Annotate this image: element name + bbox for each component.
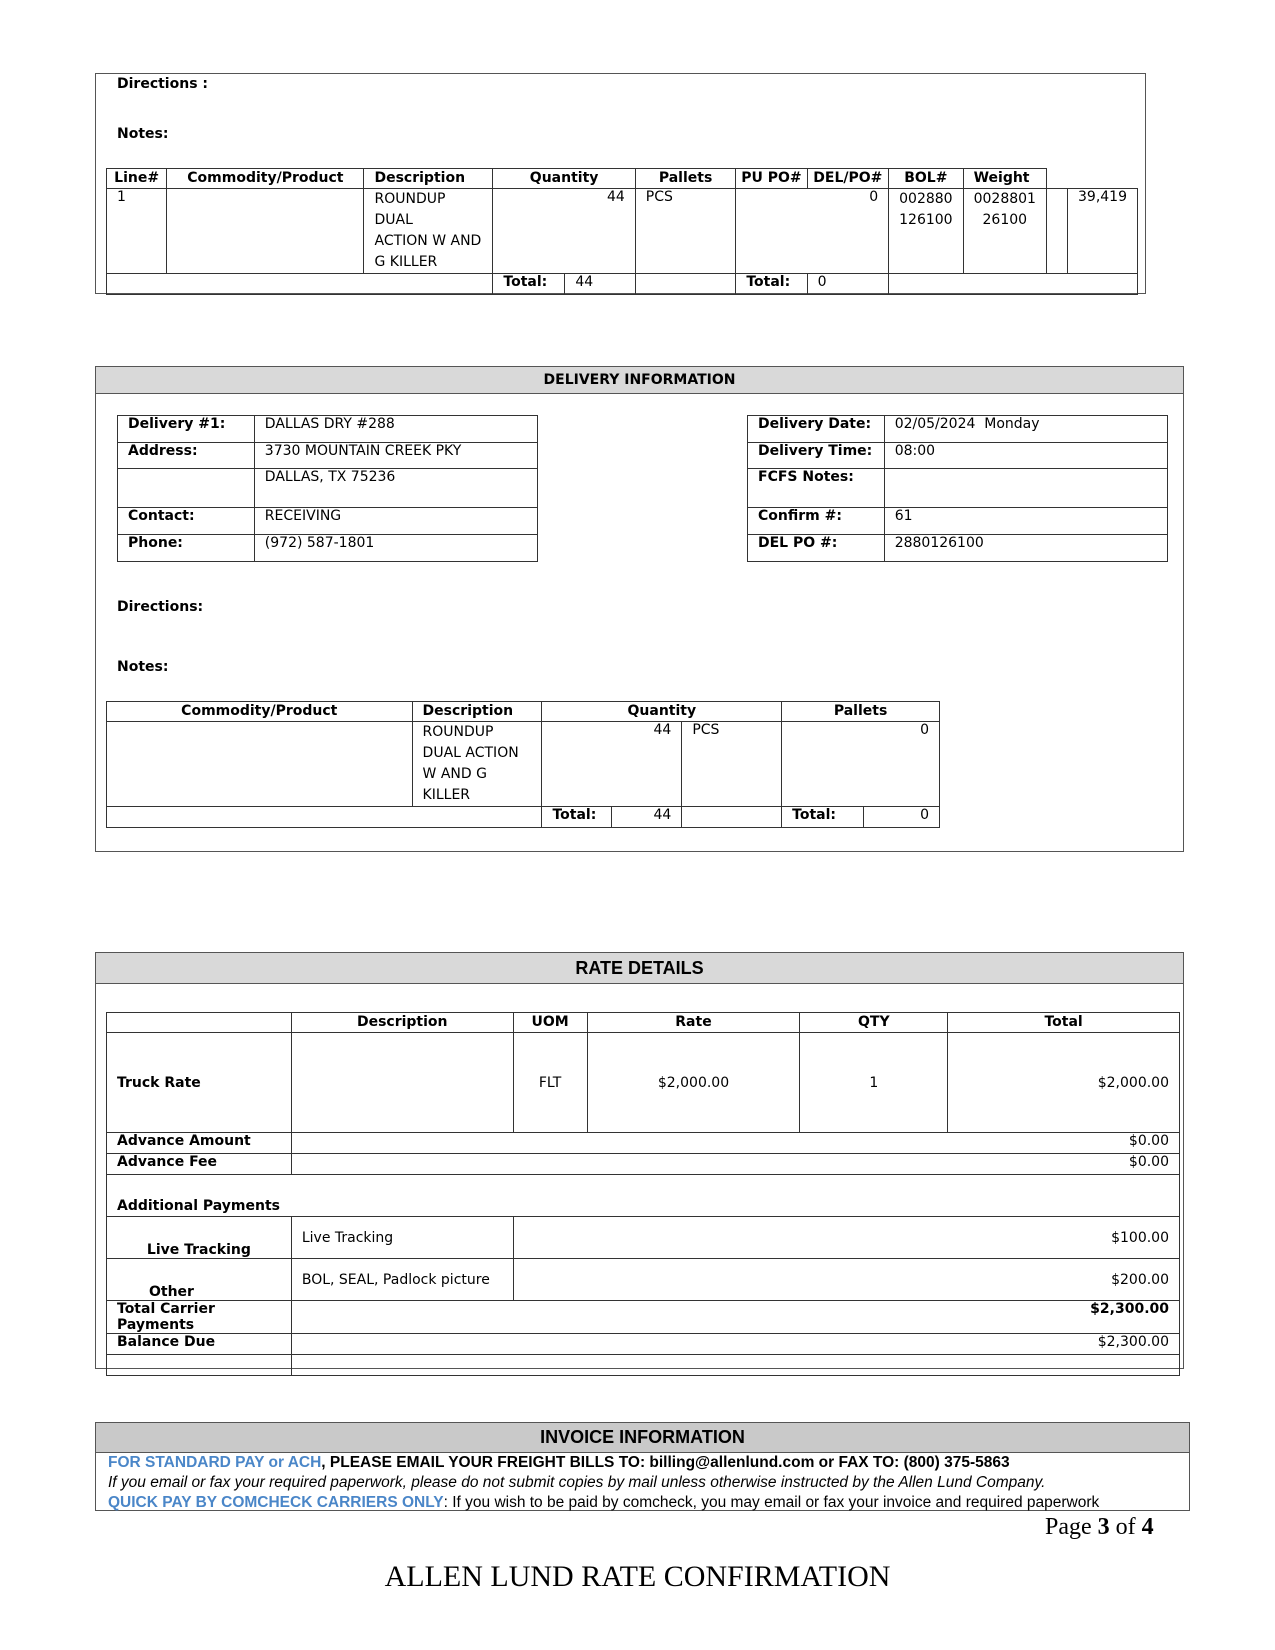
col-quantity: Quantity bbox=[542, 702, 782, 722]
delivery-number-label: Delivery #1: bbox=[118, 416, 255, 443]
del-po-line: 0028801 bbox=[973, 191, 1036, 207]
balance-value: $2,300.00 bbox=[291, 1334, 1179, 1355]
col-total: Total bbox=[948, 1013, 1180, 1033]
page-of: of bbox=[1109, 1514, 1142, 1540]
unit-cell: PCS bbox=[682, 722, 782, 807]
pickup-notes-label: Notes: bbox=[117, 126, 169, 142]
truck-qty: 1 bbox=[800, 1033, 948, 1133]
quantity-cell: 44 bbox=[493, 189, 635, 274]
additional-label: Other bbox=[107, 1259, 292, 1301]
description-line: ROUNDUP bbox=[422, 724, 494, 740]
truck-total: $2,000.00 bbox=[948, 1033, 1180, 1133]
delivery-header: DELIVERY INFORMATION bbox=[95, 366, 1184, 394]
truck-rate-label: Truck Rate bbox=[107, 1033, 292, 1133]
address-line1: 3730 MOUNTAIN CREEK PKY bbox=[254, 443, 537, 469]
quick-pay-heading: QUICK PAY BY COMCHECK CARRIERS ONLY bbox=[108, 1494, 444, 1511]
address-line2: DALLAS, TX 75236 bbox=[254, 469, 537, 508]
pallet-total-value: 0 bbox=[864, 807, 940, 828]
additional-label: Live Tracking bbox=[107, 1217, 292, 1259]
col-qty: QTY bbox=[800, 1013, 948, 1033]
description-line: KILLER bbox=[422, 787, 471, 803]
invoice-header: INVOICE INFORMATION bbox=[96, 1423, 1189, 1453]
rate-header: RATE DETAILS bbox=[95, 952, 1184, 984]
description-cell bbox=[412, 722, 542, 807]
fcfs-notes-label: FCFS Notes: bbox=[748, 469, 885, 508]
col-description: Description bbox=[412, 702, 542, 722]
truck-rate-row bbox=[107, 1033, 1180, 1133]
col-description: Description bbox=[364, 169, 493, 189]
description-line: DUAL ACTION bbox=[422, 745, 519, 761]
col-uom: UOM bbox=[513, 1013, 587, 1033]
description-cell bbox=[364, 189, 493, 274]
pu-po-cell bbox=[889, 189, 963, 274]
advance-fee-value: $0.00 bbox=[291, 1154, 1179, 1175]
additional-amount: $200.00 bbox=[513, 1259, 1179, 1301]
bol-cell bbox=[1047, 189, 1068, 274]
description-line: W AND G bbox=[422, 766, 487, 782]
invoice-line-3 bbox=[108, 1494, 1099, 1512]
contact-value: RECEIVING bbox=[254, 508, 537, 535]
commodity-cell bbox=[167, 189, 364, 274]
standard-pay-text: , PLEASE EMAIL YOUR FREIGHT BILLS TO: billing@allenlund.com or FAX TO: (800) 375-5863 bbox=[321, 1454, 1010, 1471]
qty-total-value: 44 bbox=[565, 274, 635, 295]
col-rate: Rate bbox=[587, 1013, 800, 1033]
qty-total-value: 44 bbox=[612, 807, 682, 828]
line-number: 1 bbox=[107, 189, 167, 274]
qty-total-label: Total: bbox=[542, 807, 612, 828]
page-current: 3 bbox=[1097, 1514, 1110, 1540]
truck-description bbox=[291, 1033, 513, 1133]
delivery-time-value: 08:00 bbox=[884, 443, 1167, 469]
pu-po-line: 126100 bbox=[899, 212, 953, 228]
page-prefix: Page bbox=[1045, 1514, 1098, 1540]
additional-payments-label: Additional Payments bbox=[107, 1175, 1180, 1217]
del-po-value: 2880126100 bbox=[884, 535, 1167, 562]
invoice-section bbox=[95, 1422, 1190, 1511]
advance-amount-value: $0.00 bbox=[291, 1133, 1179, 1154]
del-po-label: DEL PO #: bbox=[748, 535, 885, 562]
del-po-cell bbox=[963, 189, 1046, 274]
col-weight: Weight bbox=[963, 169, 1046, 189]
additional-amount: $100.00 bbox=[513, 1217, 1179, 1259]
col-description: Description bbox=[291, 1013, 513, 1033]
advance-fee-label: Advance Fee bbox=[107, 1154, 292, 1175]
pallets-cell: 0 bbox=[782, 722, 940, 807]
invoice-line-2: If you email or fax your required paperwork, please do not submit copies by mail unless otherwise instructed by the Allen Lund Company. bbox=[108, 1474, 1046, 1491]
description-line: G KILLER bbox=[374, 254, 438, 270]
pallet-total-label: Total: bbox=[736, 274, 807, 295]
col-pallets: Pallets bbox=[635, 169, 736, 189]
total-payments-label: Total Carrier Payments bbox=[107, 1301, 292, 1334]
delivery-commodity-table bbox=[106, 701, 940, 828]
col-commodity: Commodity/Product bbox=[107, 702, 413, 722]
col-bol: BOL# bbox=[889, 169, 963, 189]
pickup-commodity-table bbox=[106, 168, 1138, 295]
additional-description: Live Tracking bbox=[291, 1217, 513, 1259]
unit-cell: PCS bbox=[635, 189, 736, 274]
phone-label: Phone: bbox=[118, 535, 255, 562]
delivery-left-table bbox=[117, 415, 538, 562]
pallet-total-label: Total: bbox=[782, 807, 864, 828]
phone-value: (972) 587-1801 bbox=[254, 535, 537, 562]
qty-total-label: Total: bbox=[493, 274, 565, 295]
col-del-po: DEL/PO# bbox=[807, 169, 889, 189]
fcfs-notes-value bbox=[884, 469, 1167, 508]
pickup-directions-label: Directions : bbox=[117, 76, 208, 92]
document-title: ALLEN LUND RATE CONFIRMATION bbox=[384, 1560, 891, 1593]
pallet-total-value: 0 bbox=[807, 274, 889, 295]
description-line: ROUNDUP DUAL bbox=[374, 191, 446, 228]
additional-description: BOL, SEAL, Padlock picture bbox=[291, 1259, 513, 1301]
advance-amount-label: Advance Amount bbox=[107, 1133, 292, 1154]
quantity-cell: 44 bbox=[542, 722, 682, 807]
address-label: Address: bbox=[118, 443, 255, 469]
delivery-number-value: DALLAS DRY #288 bbox=[254, 416, 537, 443]
col-line: Line# bbox=[107, 169, 167, 189]
confirm-label: Confirm #: bbox=[748, 508, 885, 535]
col-commodity: Commodity/Product bbox=[167, 169, 364, 189]
del-po-line: 26100 bbox=[982, 212, 1028, 228]
balance-label: Balance Due bbox=[107, 1334, 292, 1355]
weight-cell: 39,419 bbox=[1068, 189, 1138, 274]
delivery-notes-label: Notes: bbox=[117, 659, 169, 675]
delivery-time-label: Delivery Time: bbox=[748, 443, 885, 469]
confirm-value: 61 bbox=[884, 508, 1167, 535]
delivery-directions-label: Directions: bbox=[117, 599, 204, 615]
table-row bbox=[107, 722, 940, 807]
truck-rate: $2,000.00 bbox=[587, 1033, 800, 1133]
contact-label: Contact: bbox=[118, 508, 255, 535]
table-row bbox=[107, 189, 1138, 274]
standard-pay-heading: FOR STANDARD PAY or ACH bbox=[108, 1454, 322, 1471]
additional-row bbox=[107, 1217, 1180, 1259]
page-total: 4 bbox=[1141, 1514, 1154, 1540]
additional-row bbox=[107, 1259, 1180, 1301]
truck-uom: FLT bbox=[513, 1033, 587, 1133]
col-pu-po: PU PO# bbox=[736, 169, 807, 189]
description-line: ACTION W AND bbox=[374, 233, 482, 249]
quick-pay-text: : If you wish to be paid by comcheck, you may email or fax your invoice and required paperwork bbox=[443, 1494, 1100, 1511]
page-number bbox=[1045, 1514, 1154, 1541]
delivery-date-value: 02/05/2024 Monday bbox=[884, 416, 1167, 443]
col-pallets: Pallets bbox=[782, 702, 940, 722]
col-quantity: Quantity bbox=[493, 169, 635, 189]
delivery-right-table bbox=[747, 415, 1168, 562]
delivery-date-label: Delivery Date: bbox=[748, 416, 885, 443]
commodity-cell bbox=[107, 722, 413, 807]
pu-po-line: 002880 bbox=[899, 191, 953, 207]
rate-table bbox=[106, 1012, 1180, 1376]
pallets-cell: 0 bbox=[736, 189, 889, 274]
invoice-line-1 bbox=[108, 1454, 1010, 1472]
total-payments-value: $2,300.00 bbox=[291, 1301, 1179, 1334]
